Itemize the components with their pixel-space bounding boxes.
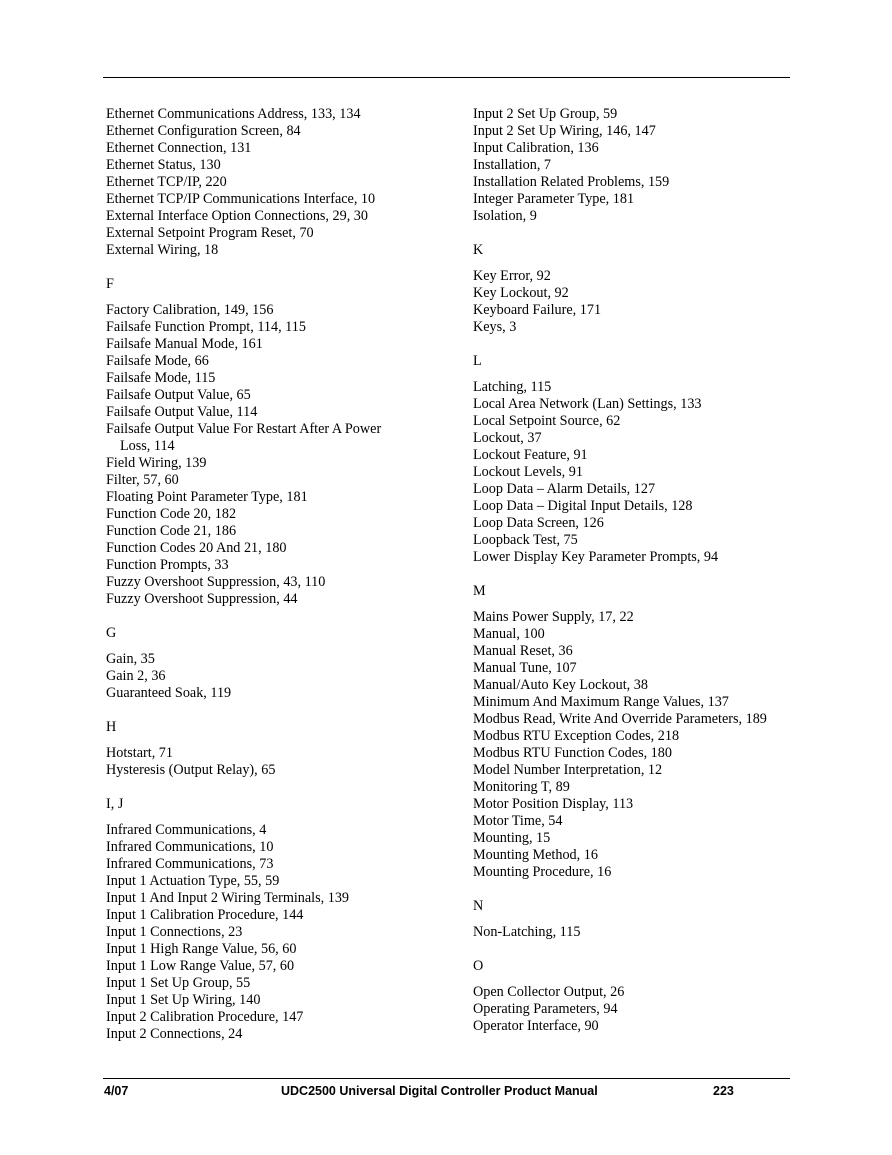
index-entry (473, 515, 818, 532)
index-entry (106, 208, 446, 225)
index-entry (473, 481, 818, 498)
index-entry (106, 557, 446, 574)
index-entry (473, 796, 818, 813)
index-entry-text: Ethernet TCP/IP Communications Interface, 10 (106, 191, 376, 207)
index-entry (106, 890, 446, 907)
index-entry (106, 319, 446, 336)
index-entry-text: Installation, 7 (473, 157, 552, 173)
index-entry (473, 728, 818, 745)
index-entry (106, 106, 446, 123)
index-entry-text: Input 1 Set Up Group, 55 (106, 975, 251, 991)
index-entry (473, 319, 818, 336)
index-entry-text: External Setpoint Program Reset, 70 (106, 225, 314, 241)
index-entry (106, 523, 446, 540)
index-entry (473, 694, 818, 711)
index-entry (106, 651, 446, 668)
index-letter-heading: F (106, 276, 114, 292)
index-entry (106, 242, 446, 259)
index-entry (473, 123, 818, 140)
index-entry-text: External Interface Option Connections, 29, 30 (106, 208, 368, 224)
index-entry-text: Input 1 High Range Value, 56, 60 (106, 941, 297, 957)
index-entry (473, 447, 818, 464)
index-entry (106, 958, 446, 975)
index-entry (106, 472, 446, 489)
index-letter-heading: L (473, 353, 482, 369)
index-entry (106, 370, 446, 387)
index-entry-text: Fuzzy Overshoot Suppression, 44 (106, 591, 298, 607)
index-entry (473, 413, 818, 430)
index-entry-text: Manual/Auto Key Lockout, 38 (473, 677, 648, 693)
index-entry-text: Operator Interface, 90 (473, 1018, 599, 1034)
index-entry (106, 992, 446, 1009)
index-entry (106, 668, 446, 685)
index-entry-text: Function Codes 20 And 21, 180 (106, 540, 287, 556)
index-entry-text: Field Wiring, 139 (106, 455, 207, 471)
index-entry-text: Infrared Communications, 10 (106, 839, 274, 855)
index-entry (473, 191, 818, 208)
index-entry (106, 404, 446, 421)
index-entry-text: Operating Parameters, 94 (473, 1001, 618, 1017)
index-entry (473, 208, 818, 225)
index-entry (473, 813, 818, 830)
index-entry-text: Loopback Test, 75 (473, 532, 578, 548)
index-letter-heading: N (473, 898, 484, 914)
index-entry-text: Input 2 Set Up Group, 59 (473, 106, 618, 122)
index-column-right (473, 106, 818, 1035)
index-entry (473, 379, 818, 396)
index-entry-text: Minimum And Maximum Range Values, 137 (473, 694, 729, 710)
index-entry-text: Input 1 Calibration Procedure, 144 (106, 907, 304, 923)
index-entry-text: Input 1 Connections, 23 (106, 924, 243, 940)
index-entry-text: Hotstart, 71 (106, 745, 173, 761)
index-entry (473, 847, 818, 864)
index-entry (106, 822, 446, 839)
index-entry (473, 396, 818, 413)
index-entry-text: Input 2 Set Up Wiring, 146, 147 (473, 123, 656, 139)
index-entry (473, 643, 818, 660)
index-entry-text: Manual Tune, 107 (473, 660, 577, 676)
index-entry (106, 506, 446, 523)
index-entry-text: Lockout Levels, 91 (473, 464, 583, 480)
index-entry (106, 1009, 446, 1026)
index-entry-text: Isolation, 9 (473, 208, 537, 224)
index-entry (473, 830, 818, 847)
index-entry (473, 864, 818, 881)
index-entry (106, 421, 446, 455)
index-entry-text: Factory Calibration, 149, 156 (106, 302, 274, 318)
index-entry (473, 106, 818, 123)
index-entry-text: Mounting Method, 16 (473, 847, 598, 863)
index-entry-text: Input 1 Set Up Wiring, 140 (106, 992, 261, 1008)
index-letter-heading: O (473, 958, 484, 974)
index-entry-text: Failsafe Output Value, 114 (106, 404, 258, 420)
index-entry-text: Manual Reset, 36 (473, 643, 573, 659)
footer-date: 4/07 (104, 1084, 129, 1098)
index-entry (106, 191, 446, 208)
index-entry-text: Mounting Procedure, 16 (473, 864, 612, 880)
index-entry-text: Local Setpoint Source, 62 (473, 413, 621, 429)
footer-title: UDC2500 Universal Digital Controller Product Manual (281, 1084, 598, 1098)
index-entry-text: Infrared Communications, 73 (106, 856, 274, 872)
index-entry (473, 984, 818, 1001)
index-entry (473, 549, 818, 566)
index-entry (473, 498, 818, 515)
index-entry (473, 285, 818, 302)
index-entry (473, 626, 818, 643)
index-entry (106, 591, 446, 608)
index-entry-text: Fuzzy Overshoot Suppression, 43, 110 (106, 574, 326, 590)
index-entry (106, 839, 446, 856)
index-entry (106, 762, 446, 779)
index-entry (106, 302, 446, 319)
index-entry (106, 941, 446, 958)
index-entry-text: Installation Related Problems, 159 (473, 174, 670, 190)
index-entry-text: Model Number Interpretation, 12 (473, 762, 663, 778)
index-letter-heading: H (106, 719, 117, 735)
index-entry (106, 907, 446, 924)
index-entry-text: Mains Power Supply, 17, 22 (473, 609, 634, 625)
index-entry-text: Integer Parameter Type, 181 (473, 191, 635, 207)
index-entry-text: Ethernet Connection, 131 (106, 140, 252, 156)
index-entry (106, 336, 446, 353)
index-entry (106, 745, 446, 762)
index-entry-text: Keys, 3 (473, 319, 517, 335)
index-entry (106, 140, 446, 157)
index-entry-text: Loop Data Screen, 126 (473, 515, 604, 531)
index-entry-text: Guaranteed Soak, 119 (106, 685, 232, 701)
index-entry-text: External Wiring, 18 (106, 242, 219, 258)
index-entry-text: Failsafe Output Value, 65 (106, 387, 251, 403)
index-entry-text: Motor Position Display, 113 (473, 796, 634, 812)
index-entry-text: Function Prompts, 33 (106, 557, 229, 573)
index-entry-text: Failsafe Mode, 115 (106, 370, 216, 386)
index-entry-text: Ethernet Communications Address, 133, 134 (106, 106, 361, 122)
index-entry-text: Ethernet TCP/IP, 220 (106, 174, 227, 190)
index-entry (473, 924, 818, 941)
index-entry-text: Lower Display Key Parameter Prompts, 94 (473, 549, 719, 565)
index-entry (473, 302, 818, 319)
index-entry-text: Modbus Read, Write And Override Parameters, 189 (473, 711, 767, 727)
index-entry (473, 1001, 818, 1018)
index-entry-text: Input 2 Connections, 24 (106, 1026, 243, 1042)
index-entry-text: Modbus RTU Function Codes, 180 (473, 745, 672, 761)
index-entry (473, 532, 818, 549)
index-entry (473, 1018, 818, 1035)
index-entry-text: Gain 2, 36 (106, 668, 166, 684)
index-column-left (106, 106, 446, 1043)
index-entry (473, 677, 818, 694)
index-entry (473, 430, 818, 447)
index-entry (473, 464, 818, 481)
footer-page-number: 223 (713, 1084, 734, 1098)
index-entry-text: Input 1 Actuation Type, 55, 59 (106, 873, 280, 889)
index-letter-heading: K (473, 242, 484, 258)
index-entry-text: Motor Time, 54 (473, 813, 563, 829)
index-entry-text: Input 2 Calibration Procedure, 147 (106, 1009, 304, 1025)
index-entry-text: Monitoring T, 89 (473, 779, 570, 795)
index-entry-text: Filter, 57, 60 (106, 472, 179, 488)
index-entry-text: Failsafe Mode, 66 (106, 353, 209, 369)
index-entry-text: Ethernet Status, 130 (106, 157, 221, 173)
index-entry (106, 353, 446, 370)
index-entry-text: Mounting, 15 (473, 830, 551, 846)
index-entry (473, 762, 818, 779)
index-entry-text: Lockout, 37 (473, 430, 542, 446)
index-entry (473, 745, 818, 762)
index-letter-heading: I, J (106, 796, 124, 812)
footer-rule (103, 1078, 790, 1079)
index-entry (473, 711, 818, 728)
index-entry-text: Failsafe Manual Mode, 161 (106, 336, 263, 352)
index-entry (106, 873, 446, 890)
index-entry-text: Floating Point Parameter Type, 181 (106, 489, 308, 505)
index-entry-text: Non-Latching, 115 (473, 924, 581, 940)
index-entry-text: Manual, 100 (473, 626, 545, 642)
index-entry-text: Failsafe Function Prompt, 114, 115 (106, 319, 306, 335)
index-entry-text: Modbus RTU Exception Codes, 218 (473, 728, 680, 744)
index-entry-text: Infrared Communications, 4 (106, 822, 267, 838)
index-entry-text: Lockout Feature, 91 (473, 447, 588, 463)
index-letter-heading: M (473, 583, 486, 599)
index-entry-text: Input 1 Low Range Value, 57, 60 (106, 958, 295, 974)
index-entry (106, 975, 446, 992)
index-letter-heading: G (106, 625, 117, 641)
index-entry-text: Input 1 And Input 2 Wiring Terminals, 139 (106, 890, 350, 906)
index-entry-text: Function Code 21, 186 (106, 523, 237, 539)
index-entry (473, 660, 818, 677)
index-entry (473, 268, 818, 285)
index-entry-text: Loop Data – Alarm Details, 127 (473, 481, 656, 497)
index-entry (473, 174, 818, 191)
index-entry-text: Keyboard Failure, 171 (473, 302, 602, 318)
index-entry-text: Hysteresis (Output Relay), 65 (106, 762, 276, 778)
index-entry-text: Input Calibration, 136 (473, 140, 599, 156)
index-entry-text: Loop Data – Digital Input Details, 128 (473, 498, 693, 514)
index-entry (473, 609, 818, 626)
index-entry-text: Latching, 115 (473, 379, 552, 395)
index-entry-text: Ethernet Configuration Screen, 84 (106, 123, 301, 139)
index-entry-continuation: Loss, 114 (120, 438, 175, 454)
index-entry (106, 856, 446, 873)
index-entry (473, 157, 818, 174)
index-entry (106, 540, 446, 557)
index-entry (106, 225, 446, 242)
index-entry (106, 455, 446, 472)
index-entry-text: Function Code 20, 182 (106, 506, 237, 522)
index-entry (106, 387, 446, 404)
index-entry-text: Open Collector Output, 26 (473, 984, 625, 1000)
index-entry (106, 123, 446, 140)
index-entry-text: Key Lockout, 92 (473, 285, 569, 301)
header-rule (103, 77, 790, 78)
index-entry-text: Key Error, 92 (473, 268, 551, 284)
index-entry (106, 685, 446, 702)
index-entry (473, 140, 818, 157)
index-entry (106, 157, 446, 174)
index-entry (106, 174, 446, 191)
index-entry (106, 574, 446, 591)
index-entry-text: Failsafe Output Value For Restart After A Power (106, 421, 382, 437)
index-entry (106, 924, 446, 941)
index-entry (106, 489, 446, 506)
index-entry-text: Local Area Network (Lan) Settings, 133 (473, 396, 702, 412)
index-entry (106, 1026, 446, 1043)
index-entry (473, 779, 818, 796)
index-entry-text: Gain, 35 (106, 651, 155, 667)
